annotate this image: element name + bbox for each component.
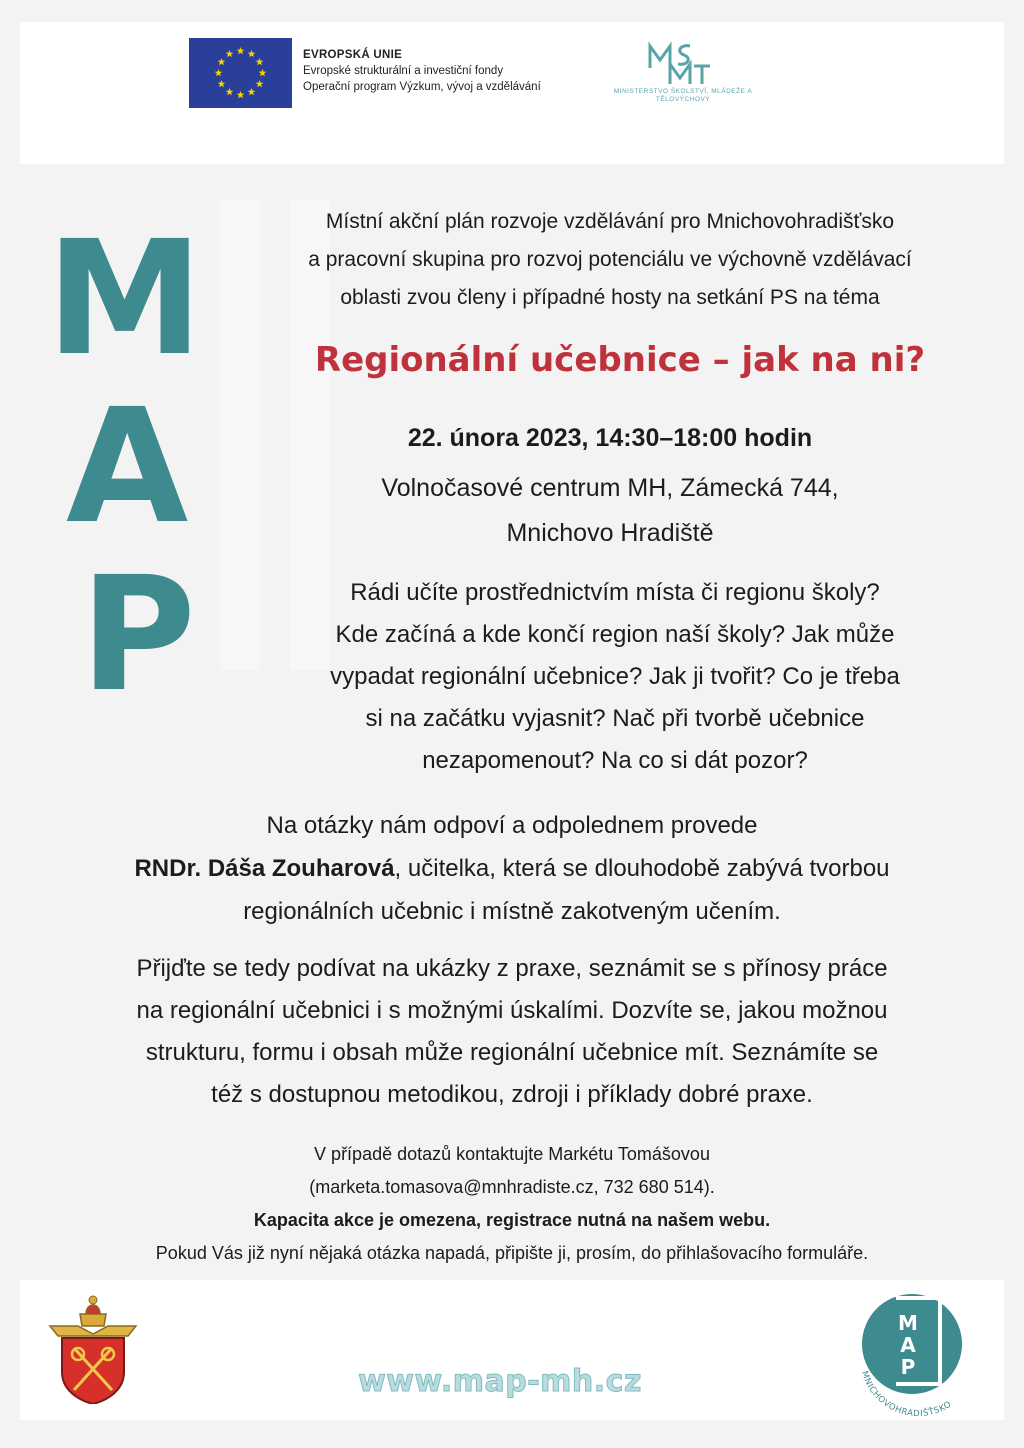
website-link[interactable]: www.map-mh.cz: [358, 1364, 642, 1399]
badge-letter-m: M: [898, 1311, 918, 1335]
answer-line-3: regionálních učebnic i místně zakotveným učením.: [243, 898, 781, 925]
eu-line-2: Evropské strukturální a investiční fondy: [303, 65, 504, 77]
eu-star: [248, 50, 256, 57]
questions-paragraph: [240, 572, 990, 782]
event-venue: [210, 466, 1010, 556]
eu-star: [218, 58, 226, 65]
intro-line: a pracovní skupina pro rozvoj potenciálu ve výchovně vzdělávací: [308, 248, 912, 271]
coat-of-arms-icon: [48, 1292, 138, 1404]
question-line: si na začátku vyjasnit? Nač při tvorbě učebnice: [365, 705, 865, 732]
eu-star: [237, 47, 245, 54]
intro-line: Místní akční plán rozvoje vzdělávání pro Mnichovohradišťsko: [325, 210, 895, 233]
map-letter-p: P: [80, 543, 196, 727]
invite-line: na regionální učebnici i s možnými úskalími. Dozvíte se, jakou možnou: [136, 997, 888, 1024]
event-headline: Regionální učebnice – jak na ni?: [314, 340, 926, 380]
eu-star: [226, 88, 234, 95]
contact-line-4: Pokud Vás již nyní nějaká otázka napadá, připište ji, prosím, do přihlašovacího formuláře.: [155, 1243, 869, 1263]
answer-line-1: Na otázky nám odpoví a odpolednem provede: [266, 812, 758, 839]
eu-star: [256, 80, 264, 87]
contact-email-phone: (marketa.tomasova@mnhradiste.cz, 732 680 514).: [309, 1177, 715, 1197]
intro-text: [210, 203, 1010, 317]
speaker-name: RNDr. Dáša Zouharová: [134, 855, 395, 882]
invite-line: Přijďte se tedy podívat na ukázky z praxe, seznámit se s přínosy práce: [136, 955, 888, 982]
event-date: 22. února 2023, 14:30–18:00 hodin: [407, 424, 813, 452]
question-line: nezapomenout? Na co si dát pozor?: [422, 747, 808, 774]
eu-star: [248, 88, 256, 95]
question-line: Kde začíná a kde končí region naší školy? Jak může: [335, 621, 895, 648]
map-letter-a: A: [66, 375, 189, 559]
eu-star: [218, 80, 226, 87]
msmt-logo-icon: [644, 40, 714, 88]
capacity-notice: Kapacita akce je omezena, registrace nutná na našem webu.: [253, 1210, 771, 1230]
map-badge-logo: [848, 1284, 980, 1416]
contact-info: [20, 1138, 1004, 1270]
badge-letter-a: A: [900, 1333, 916, 1357]
speaker-description: , učitelka, která se dlouhodobě zabývá tvorbou: [394, 855, 890, 882]
eu-star: [215, 69, 223, 76]
badge-letter-p: P: [900, 1355, 916, 1379]
eu-flag-icon: [189, 38, 292, 108]
question-line: Rádi učíte prostřednictvím místa či regionu školy?: [350, 579, 880, 606]
contact-line-1: V případě dotazů kontaktujte Markétu Tomášovou: [314, 1144, 710, 1164]
invite-line: strukturu, formu i obsah může regionální učebnice mít. Seznámíte se: [145, 1039, 879, 1066]
venue-line-1: Volnočasové centrum MH, Zámecká 744,: [381, 474, 839, 502]
invite-line: též s dostupnou metodikou, zdroji i příklady dobré praxe.: [211, 1081, 813, 1108]
eu-logo-text: [303, 47, 541, 95]
eu-line-1: EVROPSKÁ UNIE: [303, 49, 403, 61]
speaker-paragraph: [20, 804, 1004, 933]
eu-star: [226, 50, 234, 57]
eu-star: [259, 69, 267, 76]
eu-star: [256, 58, 264, 65]
badge-caption: MNICHOVOHRADIŠŤSKO: [859, 1369, 954, 1416]
question-line: vypadat regionální učebnice? Jak ji tvořit? Co je třeba: [330, 663, 900, 690]
msmt-caption: MINISTERSTVO ŠKOLSTVÍ, MLÁDEŽE A TĚLOVÝCHOVY: [613, 88, 753, 103]
eu-line-3: Operační program Výzkum, vývoj a vzdělávání: [303, 81, 541, 93]
intro-line: oblasti zvou členy i případné hosty na setkání PS na téma: [340, 286, 880, 309]
venue-line-2: Mnichovo Hradiště: [506, 519, 714, 547]
answer-line-2: [20, 847, 1004, 890]
map-letter-m: M: [46, 207, 204, 391]
invite-paragraph: [20, 948, 1004, 1116]
eu-star: [237, 91, 245, 98]
